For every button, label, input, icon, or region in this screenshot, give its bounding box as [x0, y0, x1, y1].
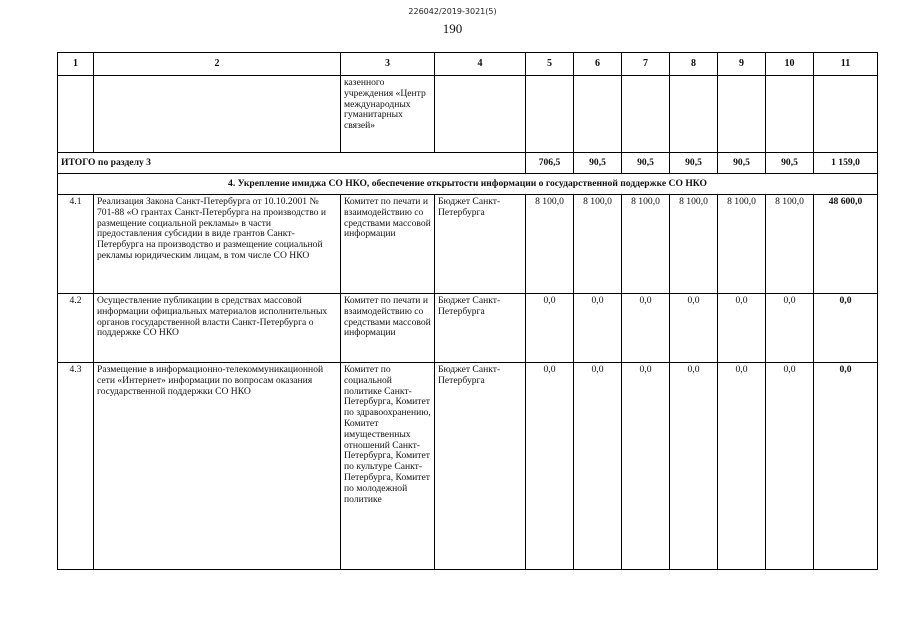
total-value: 90,5 [766, 153, 814, 174]
year-value: 0,0 [574, 363, 622, 570]
year-value: 0,0 [526, 363, 574, 570]
row-number: 4.1 [58, 195, 94, 294]
funding-source: Бюджет Санкт-Петербурга [435, 195, 526, 294]
column-number: 3 [341, 53, 435, 76]
document-id: 226042/2019-3021(5) [408, 7, 497, 16]
empty-cell [718, 76, 766, 153]
column-number: 7 [622, 53, 670, 76]
section-total-row [58, 153, 878, 174]
row-number: 4.2 [58, 294, 94, 363]
total-value: 1 159,0 [814, 153, 878, 174]
column-number: 11 [814, 53, 878, 76]
column-number: 9 [718, 53, 766, 76]
empty-cell [670, 76, 718, 153]
table-row [58, 195, 878, 294]
activity-name: Размещение в информационно-телекоммуникационной сети «Интернет» информации по вопросам оказания государственной поддержки СО НКО [94, 363, 341, 570]
row-total: 48 600,0 [814, 195, 878, 294]
empty-cell [435, 76, 526, 153]
total-value: 90,5 [670, 153, 718, 174]
column-number: 10 [766, 53, 814, 76]
executor-cell: казенного учреждения «Центр международных гуманитарных связей» [341, 76, 435, 153]
year-value: 8 100,0 [670, 195, 718, 294]
total-value: 90,5 [574, 153, 622, 174]
table-row [58, 294, 878, 363]
year-value: 0,0 [670, 363, 718, 570]
page-number: 190 [442, 21, 463, 36]
empty-cell [526, 76, 574, 153]
funding-source: Бюджет Санкт-Петербурга [435, 294, 526, 363]
empty-cell [94, 76, 341, 153]
executor-cell: Комитет по печати и взаимодействию со средствами массовой информации [341, 294, 435, 363]
total-value: 90,5 [718, 153, 766, 174]
year-value: 8 100,0 [574, 195, 622, 294]
empty-cell [574, 76, 622, 153]
year-value: 8 100,0 [766, 195, 814, 294]
year-value: 0,0 [526, 294, 574, 363]
empty-cell [814, 76, 878, 153]
year-value: 0,0 [718, 363, 766, 570]
year-value: 0,0 [574, 294, 622, 363]
year-value: 0,0 [766, 363, 814, 570]
executor-cell: Комитет по печати и взаимодействию со средствами массовой информации [341, 195, 435, 294]
row-total: 0,0 [814, 294, 878, 363]
budget-table [57, 52, 878, 570]
empty-cell [766, 76, 814, 153]
year-value: 0,0 [766, 294, 814, 363]
total-label: ИТОГО по разделу 3 [58, 153, 526, 174]
activity-name: Реализация Закона Санкт-Петербурга от 10.10.2001 № 701-88 «О грантах Санкт-Петербурга на производство и размещение социальной рекламы» в части предоставления субсидии в виде грантов Санкт-Петербурга на производство и размещение социальной рекламы юридическим лицам, в том числе СО НКО [94, 195, 341, 294]
column-number: 8 [670, 53, 718, 76]
year-value: 0,0 [622, 363, 670, 570]
column-number: 5 [526, 53, 574, 76]
total-value: 706,5 [526, 153, 574, 174]
year-value: 0,0 [718, 294, 766, 363]
table-row [58, 363, 878, 570]
column-number: 2 [94, 53, 341, 76]
activity-name: Осуществление публикации в средствах массовой информации официальных материалов исполнительных органов государственной власти Санкт-Петербурга о поддержке СО НКО [94, 294, 341, 363]
row-total: 0,0 [814, 363, 878, 570]
year-value: 8 100,0 [526, 195, 574, 294]
empty-cell [58, 76, 94, 153]
continuation-row [58, 76, 878, 153]
column-number: 1 [58, 53, 94, 76]
empty-cell [622, 76, 670, 153]
year-value: 0,0 [622, 294, 670, 363]
column-number: 4 [435, 53, 526, 76]
year-value: 8 100,0 [622, 195, 670, 294]
year-value: 8 100,0 [718, 195, 766, 294]
row-number: 4.3 [58, 363, 94, 570]
column-number: 6 [574, 53, 622, 76]
column-number-row [58, 53, 878, 76]
executor-cell: Комитет по социальной политике Санкт-Петербурга, Комитет по здравоохранению, Комитет имущественных отношений Санкт-Петербурга, Комитет по культуре Санкт-Петербурга, Комитет по молодежной политике [341, 363, 435, 570]
total-value: 90,5 [622, 153, 670, 174]
funding-source: Бюджет Санкт-Петербурга [435, 363, 526, 570]
year-value: 0,0 [670, 294, 718, 363]
section-heading-row [58, 174, 878, 195]
section-title: 4. Укрепление имиджа СО НКО, обеспечение открытости информации о государственной поддержке СО НКО [58, 174, 878, 195]
